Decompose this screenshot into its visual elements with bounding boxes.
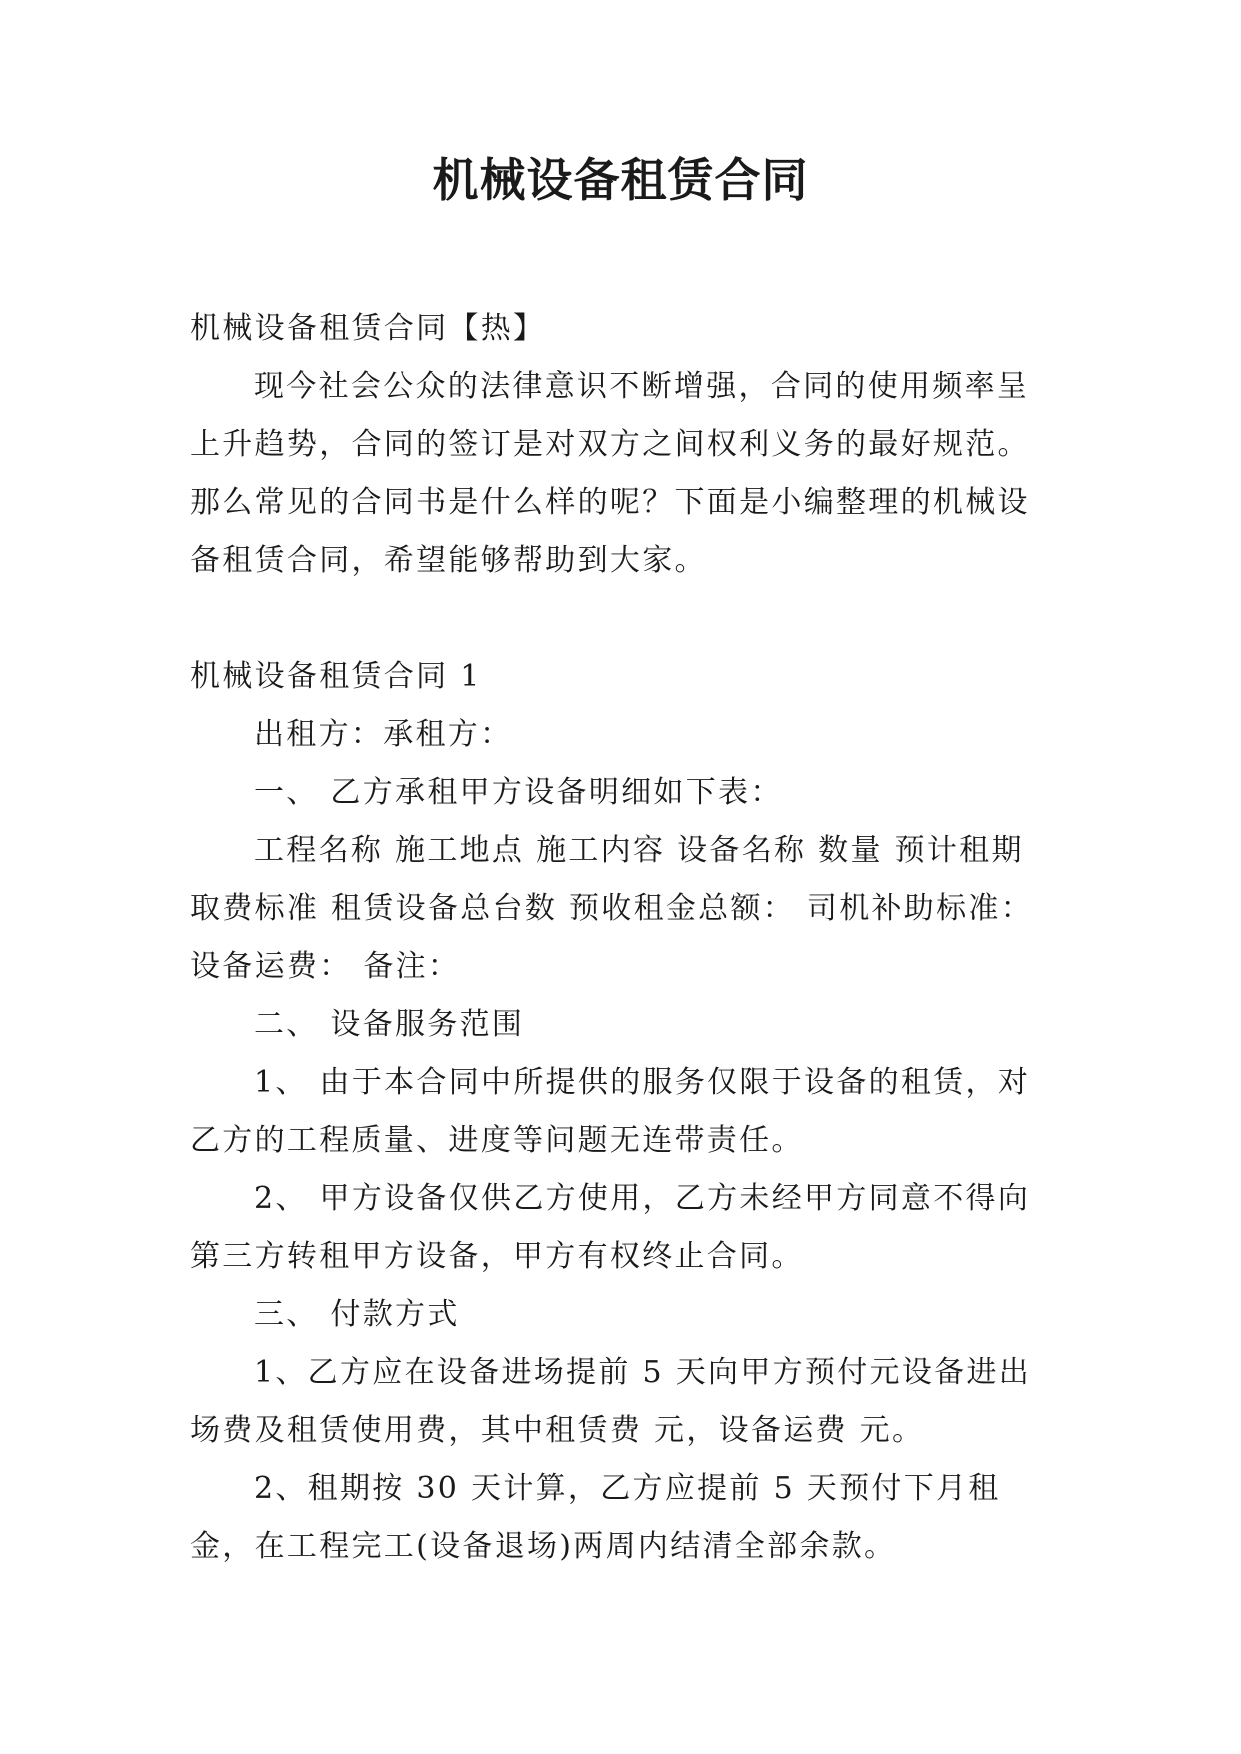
- contract-heading-1: 机械设备租赁合同 1: [190, 659, 482, 694]
- clause-2-item-2: 2、 甲方设备仅供乙方使用，乙方未经甲方同意不得向第三方转租甲方设备，甲方有权终止合同。: [190, 1181, 1031, 1274]
- clause-3-item-1: 1、乙方应在设备进场提前 5 天向甲方预付元设备进出场费及租赁使用费，其中租赁费 元，设备运费 元。: [190, 1355, 1032, 1448]
- section-heading-intro: 机械设备租赁合同【热】: [190, 311, 546, 346]
- parties-line: 出租方：承租方：: [254, 717, 513, 752]
- equipment-table-fields: 工程名称 施工地点 施工内容 设备名称 数量 预计租期 取费标准 租赁设备总台数 预收租金总额： 司机补助标准： 设备运费： 备注：: [190, 833, 1034, 984]
- clause-heading-2: 二、 设备服务范围: [254, 1007, 525, 1042]
- clause-2-item-1: 1、 由于本合同中所提供的服务仅限于设备的租赁，对乙方的工程质量、进度等问题无连带责任。: [190, 1065, 1031, 1158]
- clause-heading-3: 三、 付款方式: [254, 1297, 460, 1332]
- intro-paragraph: 现今社会公众的法律意识不断增强，合同的使用频率呈上升趋势，合同的签订是对双方之间权利义务的最好规范。那么常见的合同书是什么样的呢？下面是小编整理的机械设备租赁合同，希望能够帮助到大家。: [190, 369, 1030, 578]
- clause-3-item-2: 2、租期按 30 天计算，乙方应提前 5 天预付下月租金，在工程完工(设备退场)两周内结清全部余款。: [190, 1471, 1001, 1564]
- document-title: 机械设备租赁合同: [432, 153, 809, 207]
- document-body: [190, 300, 1060, 1576]
- clause-heading-1: 一、 乙方承租甲方设备明细如下表：: [254, 775, 783, 810]
